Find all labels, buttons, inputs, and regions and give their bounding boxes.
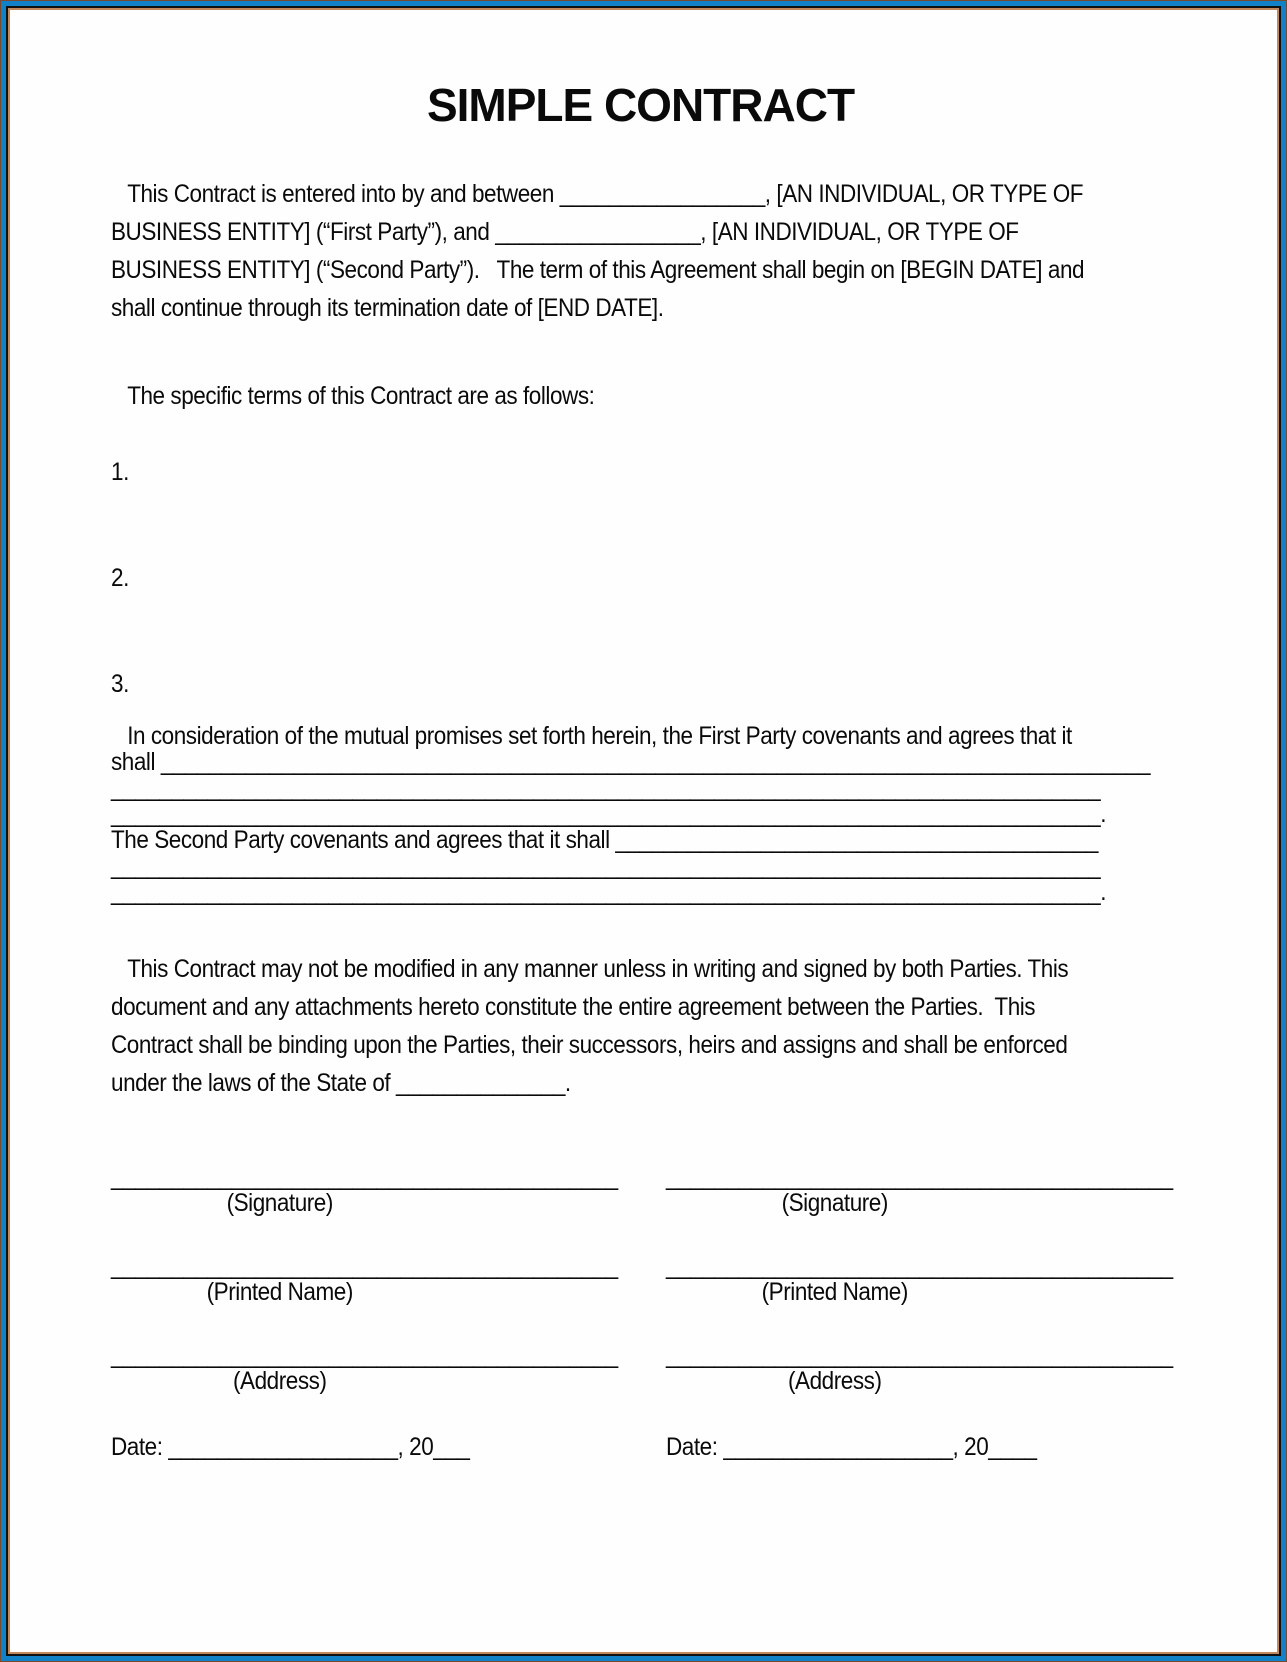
date-line: Date: ___________________, 20___ [111, 1433, 470, 1461]
contract-page [10, 10, 1277, 1652]
first-party-signature-block [111, 1164, 666, 1460]
fill-in-line: __________________________________________________________________________________. [111, 800, 1107, 828]
signature-line: __________________________________________ [666, 1163, 1173, 1191]
address-line: __________________________________________ [666, 1341, 1173, 1369]
closing-line: under the laws of the State of ______________. [111, 1069, 571, 1097]
printed-name-line: __________________________________________ [666, 1252, 1173, 1280]
closing-paragraph [111, 950, 1237, 1102]
signature-section [111, 1164, 1237, 1460]
printed-name-line: __________________________________________ [111, 1252, 618, 1280]
intro-line: BUSINESS ENTITY] (“Second Party”). The term of this Agreement shall begin on [BEGIN DATE] and [111, 256, 1085, 284]
intro-line: shall continue through its termination date of [END DATE]. [111, 294, 664, 322]
term-number-3: 3. [111, 670, 129, 698]
second-party-signature-block [666, 1164, 1237, 1460]
closing-line: Contract shall be binding upon the Parties, their successors, heirs and assigns and shall be enforced [111, 1031, 1068, 1059]
term-number-2: 2. [111, 564, 129, 592]
intro-line: This Contract is entered into by and between _________________, [AN INDIVIDUAL, OR TYPE OF [127, 180, 1084, 208]
date-line: Date: ___________________, 20____ [666, 1433, 1037, 1461]
address-line: __________________________________________ [111, 1341, 618, 1369]
fill-in-line: __________________________________________________________________________________ [111, 852, 1101, 880]
document-title: SIMPLE CONTRACT [426, 79, 855, 131]
printed-name-label: (Printed Name) [761, 1278, 908, 1306]
address-label: (Address) [233, 1367, 327, 1395]
intro-paragraph [111, 175, 1237, 327]
fill-in-line: __________________________________________________________________________________ [111, 774, 1101, 802]
specific-terms-heading: The specific terms of this Contract are as follows: [127, 382, 595, 410]
closing-line: This Contract may not be modified in any manner unless in writing and signed by both Parties. This [127, 955, 1069, 983]
signature-label: (Signature) [226, 1189, 333, 1217]
covenant-paragraph [111, 723, 1237, 905]
document-tan-border [8, 8, 1279, 1654]
closing-line: document and any attachments hereto constitute the entire agreement between the Parties. This [111, 993, 1036, 1021]
printed-name-label: (Printed Name) [206, 1278, 353, 1306]
signature-line: __________________________________________ [111, 1163, 618, 1191]
address-label: (Address) [788, 1367, 882, 1395]
document-black-border [6, 6, 1281, 1656]
fill-in-line: __________________________________________________________________________________. [111, 878, 1107, 906]
second-party-covenant-blank: The Second Party covenants and agrees that it shall ________________________________________ [111, 826, 1098, 854]
signature-label: (Signature) [781, 1189, 888, 1217]
covenant-line: In consideration of the mutual promises set forth herein, the First Party covenants and agrees that it [127, 722, 1072, 750]
term-number-1: 1. [111, 458, 129, 486]
first-party-covenant-blank: shall __________________________________________________________________________________ [111, 748, 1151, 776]
intro-line: BUSINESS ENTITY] (“First Party”), and _________________, [AN INDIVIDUAL, OR TYPE OF [111, 218, 1019, 246]
